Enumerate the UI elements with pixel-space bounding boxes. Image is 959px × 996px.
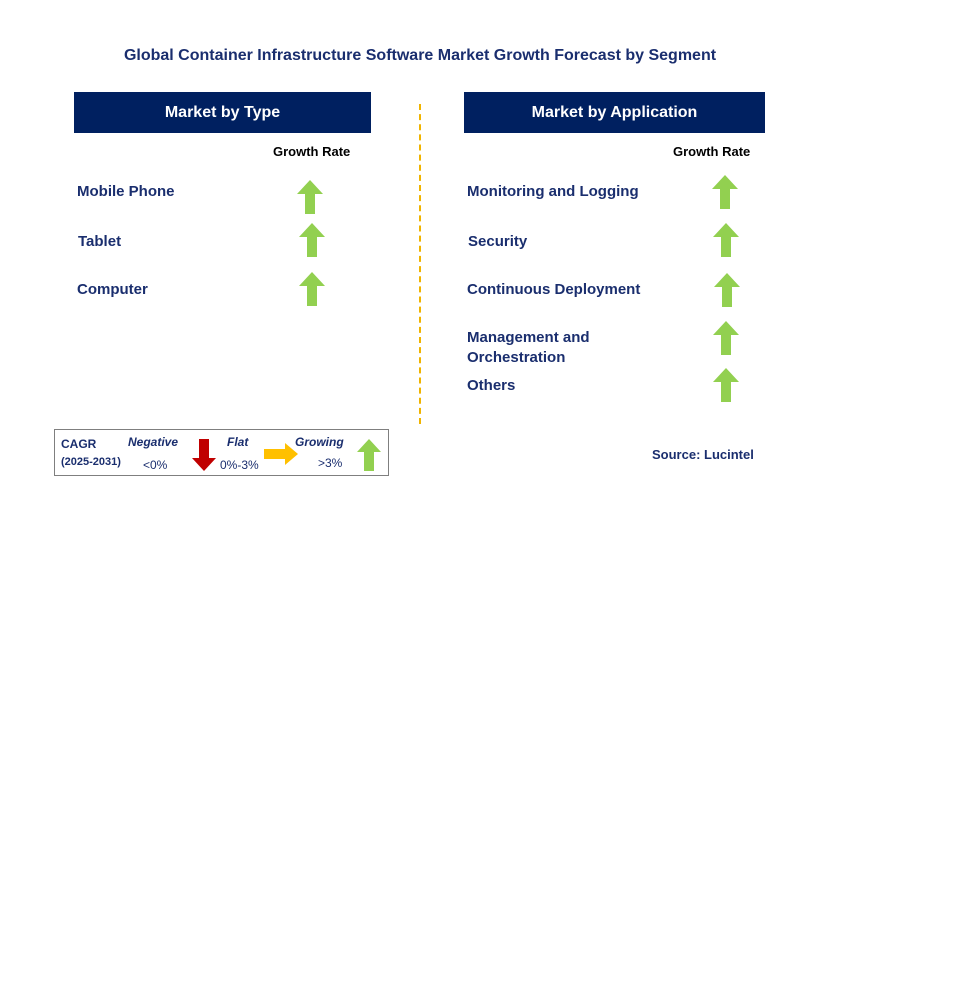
growing-arrow-icon [712, 175, 738, 209]
legend-period-label: (2025-2031) [61, 456, 121, 468]
legend-flat-label: Flat [227, 435, 249, 449]
legend-negative-label: Negative [128, 435, 179, 449]
legend-cagr-label: CAGR [61, 437, 97, 451]
legend-flat-range: 0%-3% [220, 458, 259, 472]
cagr-legend [54, 429, 389, 476]
growing-arrow-icon [299, 272, 325, 306]
page-title: Global Container Infrastructure Software Market Growth Forecast by Segment [123, 47, 717, 64]
application-item-label-continuous-deployment: Continuous Deployment [467, 281, 641, 298]
growing-arrow-icon [357, 439, 381, 471]
growing-arrow-icon [297, 180, 323, 214]
application-item-label-security: Security [468, 233, 528, 250]
growing-arrow-icon [713, 223, 739, 257]
negative-arrow-icon [192, 439, 216, 471]
growing-arrow-icon [713, 321, 739, 355]
type-item-label-tablet: Tablet [78, 233, 122, 250]
flat-arrow-icon [264, 443, 298, 465]
application-item-label-monitoring: Monitoring and Logging [467, 183, 639, 200]
type-item-label-computer: Computer [77, 281, 148, 298]
legend-growing-label: Growing [295, 435, 344, 449]
growing-arrow-icon [714, 273, 740, 307]
growing-arrow-icon [713, 368, 739, 402]
legend-negative-range: <0% [143, 458, 168, 472]
growing-arrow-icon [299, 223, 325, 257]
market-by-application-header: Market by Application [464, 92, 765, 133]
source-label: Source: Lucintel [652, 447, 754, 462]
application-item-label-others: Others [467, 377, 516, 394]
panel-divider [419, 104, 421, 424]
legend-growing-range: >3% [318, 456, 343, 470]
type-item-label-mobile-phone: Mobile Phone [77, 183, 175, 200]
application-item-label-management: Management and Orchestration [467, 329, 590, 366]
growth-rate-label-left: Growth Rate [273, 144, 351, 159]
market-by-type-header: Market by Type [74, 92, 371, 133]
growth-rate-label-right: Growth Rate [673, 144, 751, 159]
